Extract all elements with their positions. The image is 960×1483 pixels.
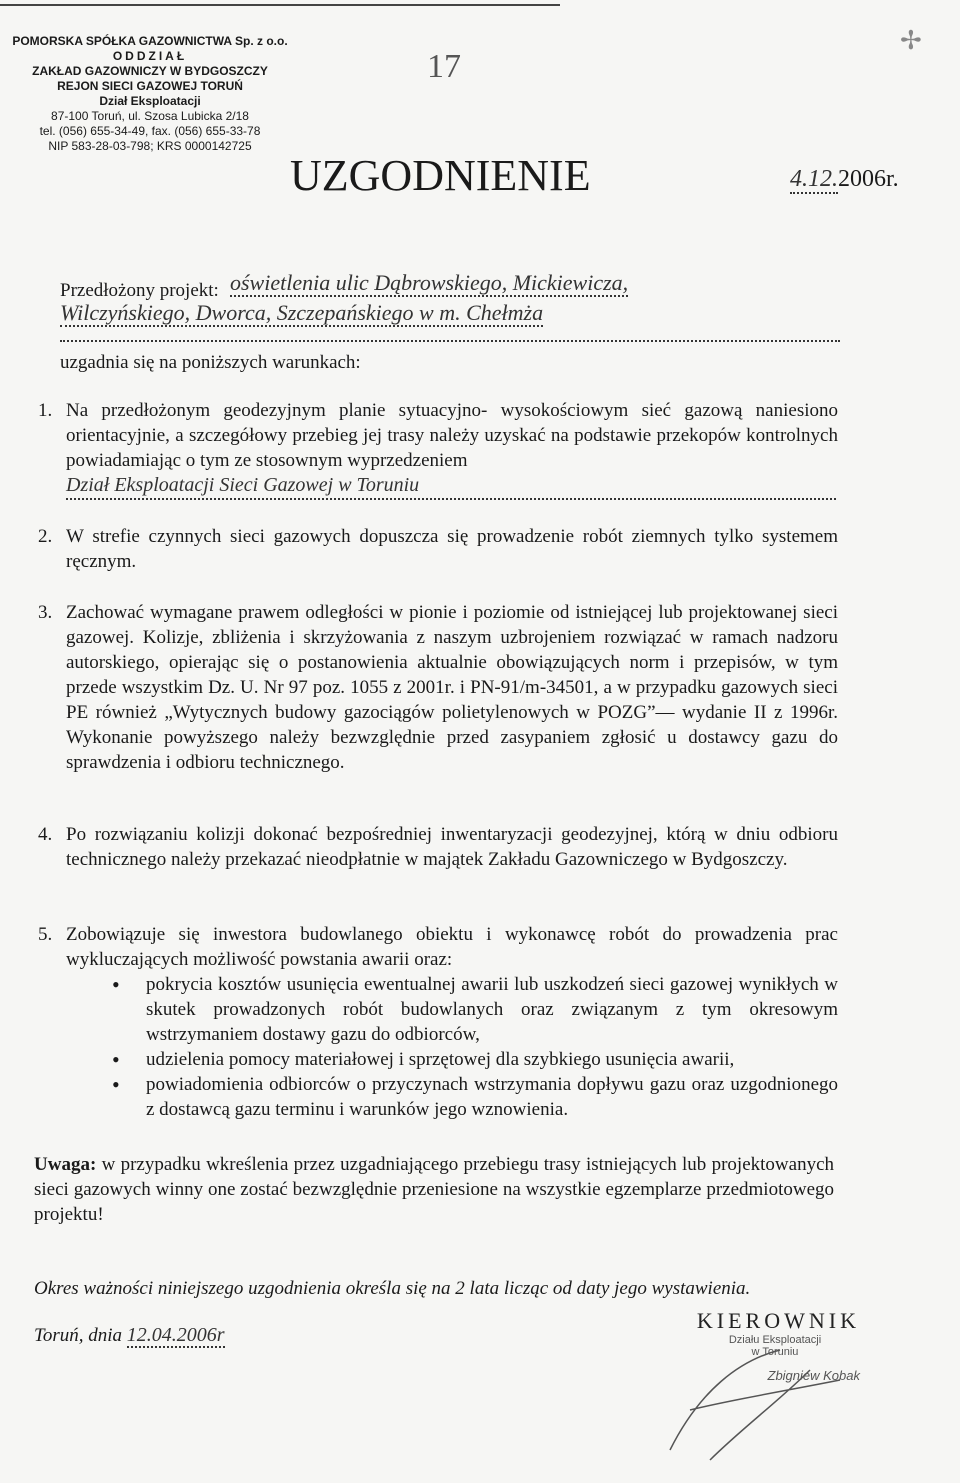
letterhead-line: 87-100 Toruń, ul. Szosa Lubicka 2/18 xyxy=(51,109,249,123)
stamp-title: KIEROWNIK xyxy=(696,1308,860,1333)
letterhead-line: ODDZIAŁ xyxy=(112,49,188,63)
top-border-line xyxy=(0,4,560,6)
conditions-intro: uzgadnia się na poniższych warunkach: xyxy=(60,352,361,373)
letterhead-line: POMORSKA SPÓŁKA GAZOWNICTWA Sp. z o.o. xyxy=(12,34,288,48)
stamp-line: Działu Eksploatacji xyxy=(728,1334,822,1346)
bullet-list xyxy=(66,972,838,1122)
condition-item-1 xyxy=(38,398,838,500)
bullet-item: • pokrycia kosztów usunięcia ewentualnej awarii lub uszkodzeń sieci gazowej wynikłych w skutek prowadzonych robót budowlanych oraz związanym z tym okresowym wstrzymaniem dostawy gazu do odbiorców, xyxy=(146,972,838,1047)
note-text: w przypadku wkreślenia przez uzgadniającego przebiegu trasy istniejących lub projektowanych sieci gazowych winny one zostać bezwzględnie przeniesione na wszystkie egzemplarze przedmiotowego projektu! xyxy=(34,1154,834,1225)
corner-mark: ✢ xyxy=(900,26,922,55)
condition-item-3 xyxy=(38,600,838,775)
letterhead-line: REJON SIECI GAZOWEJ TORUŃ xyxy=(57,79,243,93)
condition-item-4 xyxy=(38,822,838,872)
place-date xyxy=(34,1324,225,1347)
place-label: Toruń, dnia xyxy=(34,1325,122,1346)
page-number: 17 xyxy=(427,48,461,85)
item-number: 4. xyxy=(38,824,53,845)
item-text: Zobowiązuje się inwestora budowlanego obiektu i wykonawcę robót do prowadzenia prac wykluczających możliwość powstania awarii oraz: xyxy=(66,924,838,970)
bullet-item: • udzielenia pomocy materiałowej i sprzętowej dla szybkiego usunięcia awarii, xyxy=(146,1047,838,1072)
item-number: 1. xyxy=(38,400,53,421)
project-label: Przedłożony projekt: xyxy=(60,280,219,301)
condition-item-2 xyxy=(38,524,838,574)
item-handwritten: Dział Eksploatacji Sieci Gazowej w Toruniu xyxy=(66,473,836,500)
stamp-name: Zbigniew Kobak xyxy=(767,1368,860,1383)
project-name-line2: Wilczyńskiego, Dworca, Szczepańskiego w m. Chełmża xyxy=(60,300,544,325)
letterhead-line: ZAKŁAD GAZOWNICZY W BYDGOSZCZY xyxy=(32,64,268,78)
item-text: Na przedłożonym geodezyjnym planie sytuacyjno- wysokościowym sieć gazową naniesiono orientacyjnie, a szczegółowy przebieg jej trasy należy uzyskać na podstawie przekopów kontrolnych powiadamiając o tym ze stosownym wyprzedzeniem xyxy=(66,400,838,471)
item-number: 3. xyxy=(38,602,53,623)
letterhead-line: NIP 583-28-03-798; KRS 0000142725 xyxy=(48,139,252,153)
signature xyxy=(610,1330,870,1470)
condition-item-5 xyxy=(38,922,838,1122)
date-handwritten: 4.12. xyxy=(790,166,838,192)
item-text: W strefie czynnych sieci gazowych dopuszcza się prowadzenie robót ziemnych tylko systemem ręcznym. xyxy=(66,526,838,572)
letterhead-line: tel. (056) 655-34-49, fax. (056) 655-33-78 xyxy=(39,124,261,138)
place-date-handwritten: 12.04.2006r xyxy=(126,1324,225,1346)
stamp-line: w Toruniu xyxy=(751,1346,799,1358)
letterhead-line: Dział Eksploatacji xyxy=(99,94,201,108)
item-number: 2. xyxy=(38,526,53,547)
item-number: 5. xyxy=(38,924,53,945)
date-printed: 2006r. xyxy=(838,166,899,192)
dotted-line xyxy=(60,340,840,342)
note xyxy=(34,1152,834,1227)
item-text: Zachować wymagane prawem odległości w pionie i poziomie od istniejącej lub projektowanej sieci gazowej. Kolizje, zbliżenia i skrzyżowania z naszym uzbrojeniem rozwiązać w ramach nadzoru autorskiego, opierając się o postanowienia aktualnie obowiązujących norm i przepisów, w tym przede wszystkim Dz. U. Nr 97 poz. 1055 z 2001r. i PN-91/m-34501, a w przypadku gazowych sieci PE również „Wytycznych budowy gazociągów polietylenowych w POZG”— wydanie II z 1996r. Wykonanie powyższego należy bezwzględnie przed zasypaniem zgłosić u dostawcy gazu do sprawdzenia i odbioru technicznego. xyxy=(66,602,838,773)
project-name-line1: oświetlenia ulic Dąbrowskiego, Mickiewicza, xyxy=(230,270,629,295)
item-text: Po rozwiązaniu kolizji dokonać bezpośredniej inwentaryzacji geodezyjnej, którą w dniu odbioru technicznego należy przekazać nieodpłatnie w majątek Zakładu Gazowniczego w Bydgoszczy. xyxy=(66,824,838,870)
document-title: UZGODNIENIE xyxy=(290,151,591,200)
note-label: Uwaga: xyxy=(34,1154,97,1175)
letterhead xyxy=(0,34,300,154)
validity-statement: Okres ważności niniejszego uzgodnienia określa się na 2 lata licząc od daty jego wystawienia. xyxy=(34,1278,751,1299)
bullet-item: • powiadomienia odbiorców o przyczynach wstrzymania dopływu gazu oraz uzgodnionego z dostawcą gazu terminu i warunków jego wznowienia. xyxy=(146,1072,838,1122)
document-date xyxy=(790,166,899,193)
